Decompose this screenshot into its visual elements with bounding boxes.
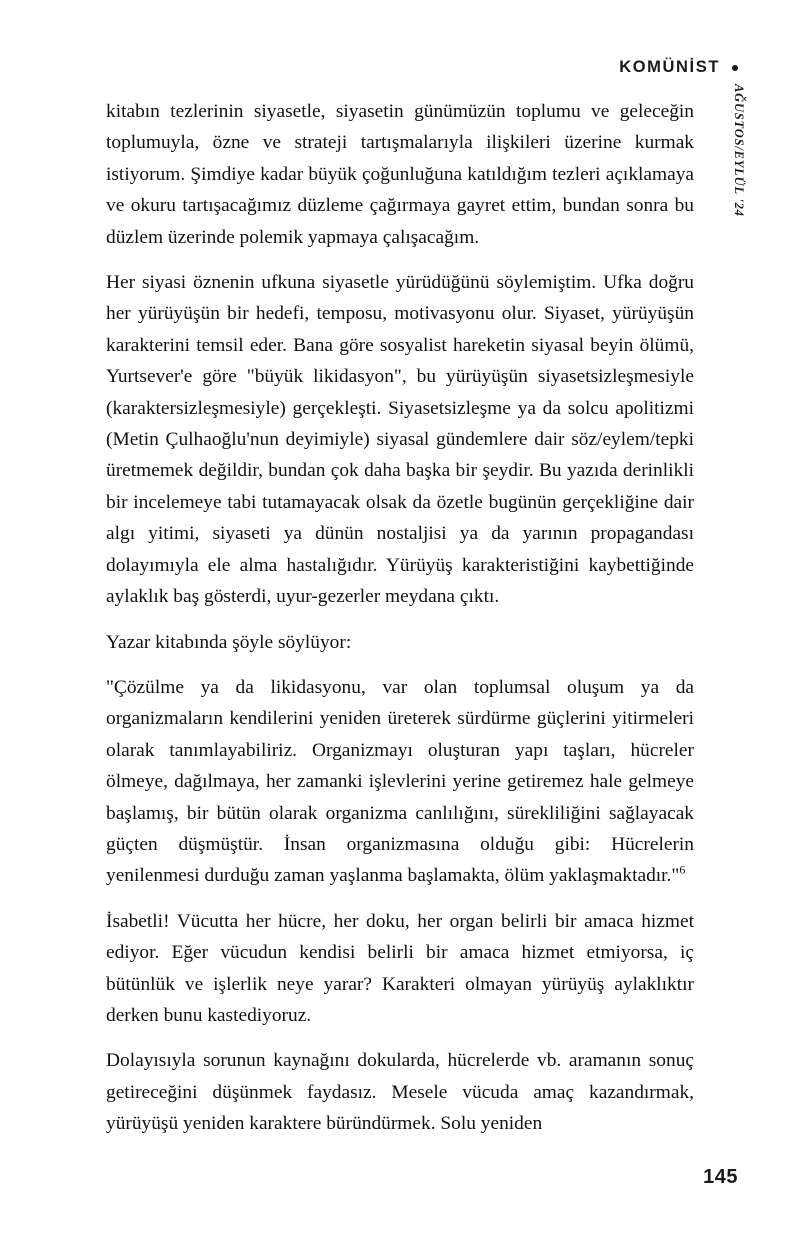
block-quote (106, 672, 694, 892)
paragraph: kitabın tezlerinin siyasetle, siyasetin günümüzün toplumu ve geleceğin toplumuyla, özne ve strateji tartışmalarıyla ilişkileri üzerine kurmak istiyorum. Şimdiye kadar büyük çoğunluğuna katıldığım tezleri açıklamaya ve okuru tartışacağımız düzleme çağırmaya gayret ettim, bundan sonra bu düzlem üzerinde polemik yapmaya çalışacağım. (106, 101, 694, 248)
footnote-marker: 6 (679, 862, 686, 877)
paragraph: İsabetli! Vücutta her hücre, her doku, her organ belirli bir amaca hizmet ediyor. Eğer vücudun kendisi belirli bir amaca hizmet etmiyorsa, iç bütünlük ve işlerlik neye yarar? Karakteri olmayan yürüyüş aylaklıktır derken bunu kastediyoruz. (106, 910, 694, 1026)
issue-date-side-label: AĞUSTOS/EYLÜL '24 (732, 84, 746, 217)
page-header (619, 58, 738, 77)
running-title: KOMÜNİST (619, 58, 720, 76)
page-body (106, 96, 694, 1140)
bullet-dot-icon (732, 65, 738, 71)
page-number: 145 (703, 1166, 738, 1188)
paragraph: Yazar kitabında şöyle söylüyor: (106, 631, 352, 653)
quote-text: "Çözülme ya da likidasyonu, var olan toplumsal oluşum ya da organizmaların kendilerini yeniden üreterek sürdürme güçlerini yitirmeleri olarak tanımlayabiliriz. Organizmayı oluşturan yapı taşları, hücreler ölmeye, dağılmaya, her zamanki işlevlerini yerine getiremez hale gelmeye başlamış, bir bütün olarak organizma canlılığını, sürekliliğini sağlayacak güçten düşmüştür. İnsan organizmasına olduğu gibi: Hücrelerin yenilenmesi durduğu zaman yaşlanma başlamakta, ölüm yaklaşmaktadır." (106, 676, 694, 887)
paragraph: Dolayısıyla sorunun kaynağını dokularda, hücrelerde vb. aramanın sonuç getireceğini düşünmek faydasız. Mesele vücuda amaç kazandırmak, yürüyüşü yeniden karaktere büründürmek. Solu yeniden (106, 1050, 694, 1135)
paragraph: Her siyasi öznenin ufkuna siyasetle yürüdüğünü söylemiştim. Ufka doğru her yürüyüşün bir hedefi, temposu, motivasyonu olur. Siyaset, yürüyüşün karakterini temsil eder. Bana göre sosyalist hareketin siyasal beyin ölümü, Yurtsever'e göre "büyük likidasyon", bu yürüyüşün siyasetsizleşmesiyle (karaktersizleşmesiyle) gerçekleşti. Siyasetsizleşme ya da solcu apolitizmi (Metin Çulhaoğlu'nun deyimiyle) siyasal gündemlere dair söz/eylem/tepki üretmemek değildir, bundan çok daha başka bir şeydir. Bu yazıda derinlikli bir incelemeye tabi tutamayacak olsak da özetle bugünün gerçekliğine dair algı yitimi, siyaseti ya dünün nostaljisi ya da yarının propagandası dolayımıyla ele alma hastalığıdır. Yürüyüş karakteristiğini kaybettiğinde aylaklık baş gösterdi, uyur-gezerler meydana çıktı. (106, 272, 694, 608)
